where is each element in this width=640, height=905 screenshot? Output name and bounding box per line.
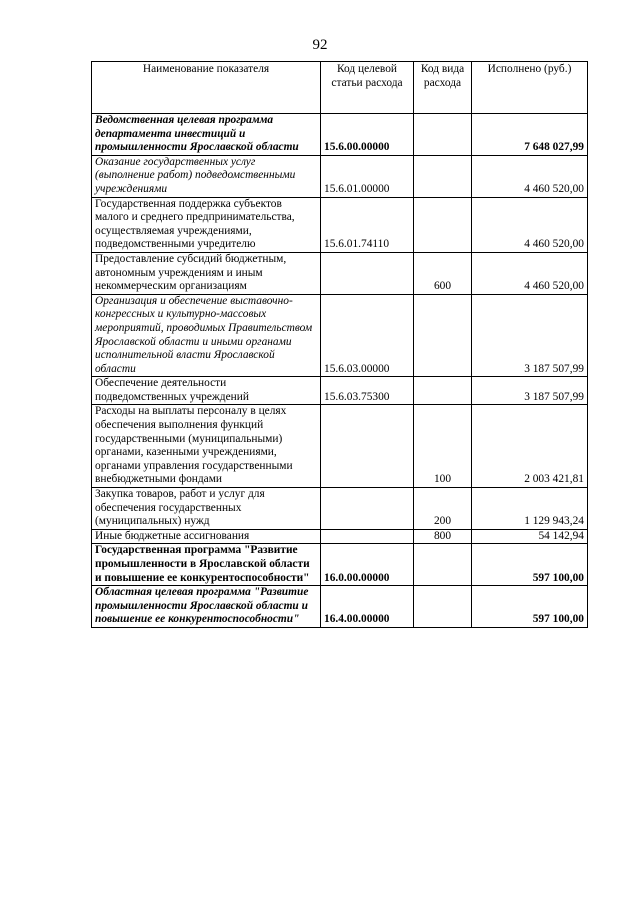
table-row — [92, 252, 588, 294]
table-header-row — [92, 62, 588, 114]
row-target-code — [321, 252, 414, 294]
row-indicator-name: Государственная программа "Развитие промышленности в Ярославской области и повышение ее конкурентоспособности" — [92, 544, 321, 586]
row-target-code — [321, 529, 414, 544]
row-executed-amount: 4 460 520,00 — [472, 252, 588, 294]
row-indicator-name: Областная целевая программа "Развитие промышленности Ярославской области и повышение ее конкурентоспособности" — [92, 586, 321, 628]
table-row — [92, 294, 588, 377]
row-executed-amount: 3 187 507,99 — [472, 294, 588, 377]
table-row — [92, 586, 588, 628]
header-expense-type: Код вида расхода — [414, 62, 472, 114]
row-target-code: 15.6.00.00000 — [321, 114, 414, 156]
row-expense-type — [414, 294, 472, 377]
row-target-code: 16.0.00.00000 — [321, 544, 414, 586]
table-row — [92, 488, 588, 530]
table-row — [92, 114, 588, 156]
row-executed-amount: 7 648 027,99 — [472, 114, 588, 156]
budget-table — [91, 61, 588, 628]
table-row — [92, 197, 588, 252]
table-row — [92, 405, 588, 488]
row-executed-amount: 4 460 520,00 — [472, 197, 588, 252]
row-expense-type — [414, 155, 472, 197]
row-expense-type — [414, 377, 472, 405]
table-row — [92, 155, 588, 197]
row-indicator-name: Организация и обеспечение выставочно-конгрессных и культурно-массовых мероприятий, проводимых Правительством Ярославской области и иными органами исполнительной власти Ярославской области — [92, 294, 321, 377]
row-target-code: 15.6.03.00000 — [321, 294, 414, 377]
row-target-code: 15.6.03.75300 — [321, 377, 414, 405]
row-target-code: 15.6.01.74110 — [321, 197, 414, 252]
header-executed: Исполнено (руб.) — [472, 62, 588, 114]
row-target-code — [321, 405, 414, 488]
row-indicator-name: Иные бюджетные ассигнования — [92, 529, 321, 544]
row-expense-type — [414, 544, 472, 586]
row-indicator-name: Закупка товаров, работ и услуг для обеспечения государственных (муниципальных) нужд — [92, 488, 321, 530]
row-indicator-name: Обеспечение деятельности подведомственных учреждений — [92, 377, 321, 405]
row-executed-amount: 3 187 507,99 — [472, 377, 588, 405]
row-expense-type — [414, 586, 472, 628]
row-expense-type — [414, 197, 472, 252]
row-target-code: 15.6.01.00000 — [321, 155, 414, 197]
row-expense-type — [414, 114, 472, 156]
row-indicator-name: Ведомственная целевая программа департамента инвестиций и промышленности Ярославской области — [92, 114, 321, 156]
header-target-code: Код целевой статьи расхода — [321, 62, 414, 114]
row-executed-amount: 597 100,00 — [472, 586, 588, 628]
row-executed-amount: 54 142,94 — [472, 529, 588, 544]
row-expense-type: 800 — [414, 529, 472, 544]
row-executed-amount: 2 003 421,81 — [472, 405, 588, 488]
row-target-code: 16.4.00.00000 — [321, 586, 414, 628]
row-indicator-name: Оказание государственных услуг (выполнение работ) подведомственными учреждениями — [92, 155, 321, 197]
row-target-code — [321, 488, 414, 530]
row-indicator-name: Предоставление субсидий бюджетным, автономным учреждениям и иным некоммерческим организациям — [92, 252, 321, 294]
table-row — [92, 544, 588, 586]
page-number: 92 — [312, 37, 328, 53]
row-executed-amount: 1 129 943,24 — [472, 488, 588, 530]
row-expense-type: 100 — [414, 405, 472, 488]
row-executed-amount: 597 100,00 — [472, 544, 588, 586]
row-indicator-name: Государственная поддержка субъектов малого и среднего предпринимательства, осуществляемая учреждениями, подведомственными учредителю — [92, 197, 321, 252]
row-expense-type: 200 — [414, 488, 472, 530]
row-executed-amount: 4 460 520,00 — [472, 155, 588, 197]
row-indicator-name: Расходы на выплаты персоналу в целях обеспечения выполнения функций государственными (муниципальными) органами, казенными учреждениями, органами управления государственными внебюджетными фондами — [92, 405, 321, 488]
table-row — [92, 377, 588, 405]
row-expense-type: 600 — [414, 252, 472, 294]
header-indicator-name: Наименование показателя — [92, 62, 321, 114]
table-row — [92, 529, 588, 544]
